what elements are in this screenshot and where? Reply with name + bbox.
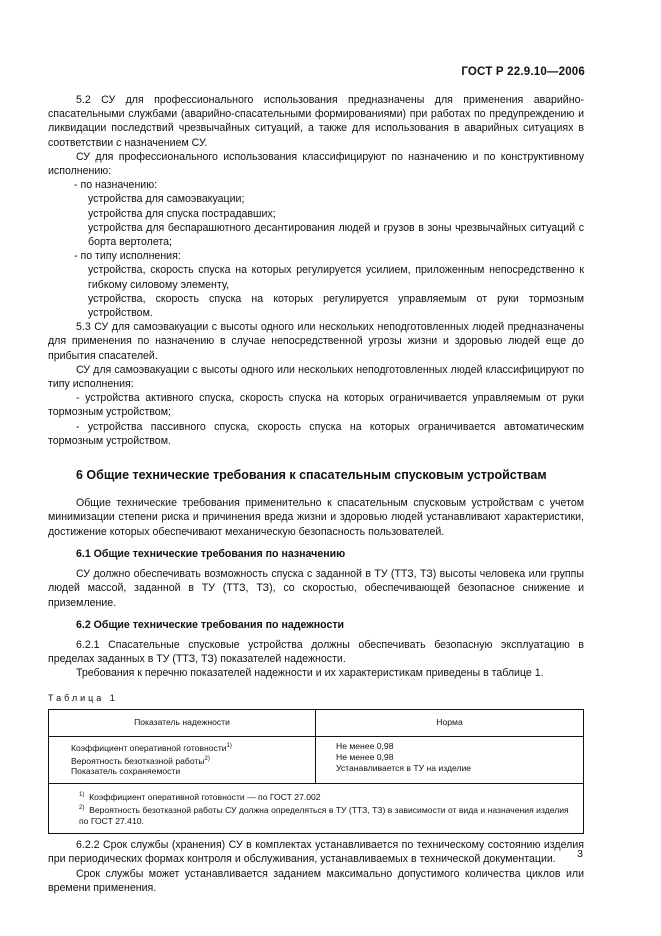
indicators-cell: [49, 736, 316, 784]
document-id: ГОСТ Р 22.9.10—2006: [461, 66, 585, 78]
table-header-norm: Норма: [316, 709, 584, 736]
indicator-name: Показатель сохраняемости: [71, 766, 181, 777]
table-row: [49, 736, 584, 784]
list-item: устройства для беспарашютного десантирования людей и грузов в зоны чрезвычайных ситуаций с борта вертолета;: [88, 221, 584, 249]
paragraph-6-2-2: 6.2.2 Срок службы (хранения) СУ в комплектах устанавливается по техническому состоянию изделия при периодических формах контроля и обслуживания, устанавливаемых в технической документации.: [48, 839, 584, 866]
paragraph-passive-descent: - устройства пассивного спуска, скорость спуска на которых ограничивается автоматическим тормозным устройством.: [48, 420, 584, 447]
footnote: $^{1)}$ Коэффициент оперативной готовности — по ГОСТ 27.002: [79, 792, 321, 803]
norm-value: Не менее 0,98: [336, 740, 394, 751]
norm-value: Не менее 0,98: [336, 751, 394, 762]
footnote: $^{2)}$ Вероятность безотказной работы СУ должна определяться в ТУ (ТТЗ, ТЗ) в зависимости от вида и назначения изделия по ГОСТ 27.410.: [79, 805, 569, 827]
table-header-indicator: Показатель надежности: [49, 709, 316, 736]
paragraph-5-2: 5.2 СУ для профессионального использования предназначены для применения аварийно-спасательными службами (аварийно-спасательными формированиями) при работах по предупреждению и ликвидации последствий чрезвычайных ситуаций, а также для использования в аварийных ситуациях в соответствии с назначением СУ.: [48, 94, 584, 149]
subsection-6-2-heading: 6.2 Общие технические требования по надежности: [76, 618, 345, 631]
list-item: устройства, скорость спуска на которых регулируется усилием, приложенным непосредственно к гибкому силовому элементу,: [88, 264, 584, 291]
paragraph-active-descent: - устройства активного спуска, скорость спуска на которых ограничивается управляемым от руки тормозным устройством;: [48, 392, 584, 419]
list-item: устройства для спуска пострадавших;: [88, 207, 276, 220]
paragraph-5-2-classification: СУ для профессионального использования классифицируют по назначению и по конструктивному исполнению:: [48, 150, 584, 178]
footnote-mark: 1): [226, 742, 232, 749]
indicator-name: Вероятность безотказной работы: [71, 755, 205, 766]
paragraph-6-2-1: 6.2.1 Спасательные спусковые устройства должны обеспечивать безопасную эксплуатацию в пределах заданных в ТУ (ТТЗ, ТЗ) показателей надежности.: [48, 638, 584, 666]
section-6-heading: 6 Общие технические требования к спасательным спусковым устройствам: [76, 468, 547, 483]
footnote-mark: 2): [204, 755, 210, 762]
list-item: устройства для самоэвакуации;: [88, 193, 245, 206]
paragraph-5-3-classification: СУ для самоэвакуации с высоты одного или нескольких неподготовленных людей классифицируют по типу исполнения:: [48, 363, 584, 391]
list-item: устройства, скорость спуска на которых регулируется управляемым от руки тормозным устройством.: [88, 292, 584, 320]
norm-value: Устанавливается в ТУ на изделие: [336, 762, 472, 773]
paragraph-5-3: 5.3 СУ для самоэвакуации с высоты одного или нескольких неподготовленных людей предназначены для применения по назначению в случае непосредственной угрозы жизни и здоровью людей еще до прибытия спасателей.: [48, 321, 584, 362]
list-heading-purpose: - по назначению:: [74, 179, 158, 192]
norms-cell: [316, 736, 584, 784]
subsection-6-1-heading: 6.1 Общие технические требования по назначению: [76, 547, 346, 560]
paragraph-6-2-2-cycles: Срок службы может устанавливается заданием максимально допустимого количества циклов или времени применения.: [48, 867, 584, 894]
table-footnotes: [49, 784, 584, 834]
page-content: [48, 93, 584, 895]
page-number: 3: [577, 848, 583, 860]
paragraph-6-2-1-table-ref: Требования к перечню показателей надежности и их характеристикам приведены в таблице 1.: [76, 667, 544, 680]
paragraph-6-1: СУ должно обеспечивать возможность спуска с заданной в ТУ (ТТЗ, ТЗ) высоты человека или группы людей массой, заданной в ТУ (ТТЗ, ТЗ), со скоростью, обеспечивающей безопасное снижение и приземление.: [48, 568, 584, 609]
paragraph-6-intro: Общие технические требования применительно к спасательным спусковым устройствам с учетом минимизации степени риска и причинения вреда жизни и здоровью людей устанавливают характеристики, достижение которых обеспечивают механическую безопасность пользователей.: [48, 497, 584, 538]
table-caption: Таблица 1: [48, 692, 118, 703]
list-heading-type: - по типу исполнения:: [74, 250, 181, 263]
indicator-name: Коэффициент оперативной готовности: [71, 742, 227, 753]
reliability-table: [48, 709, 584, 834]
